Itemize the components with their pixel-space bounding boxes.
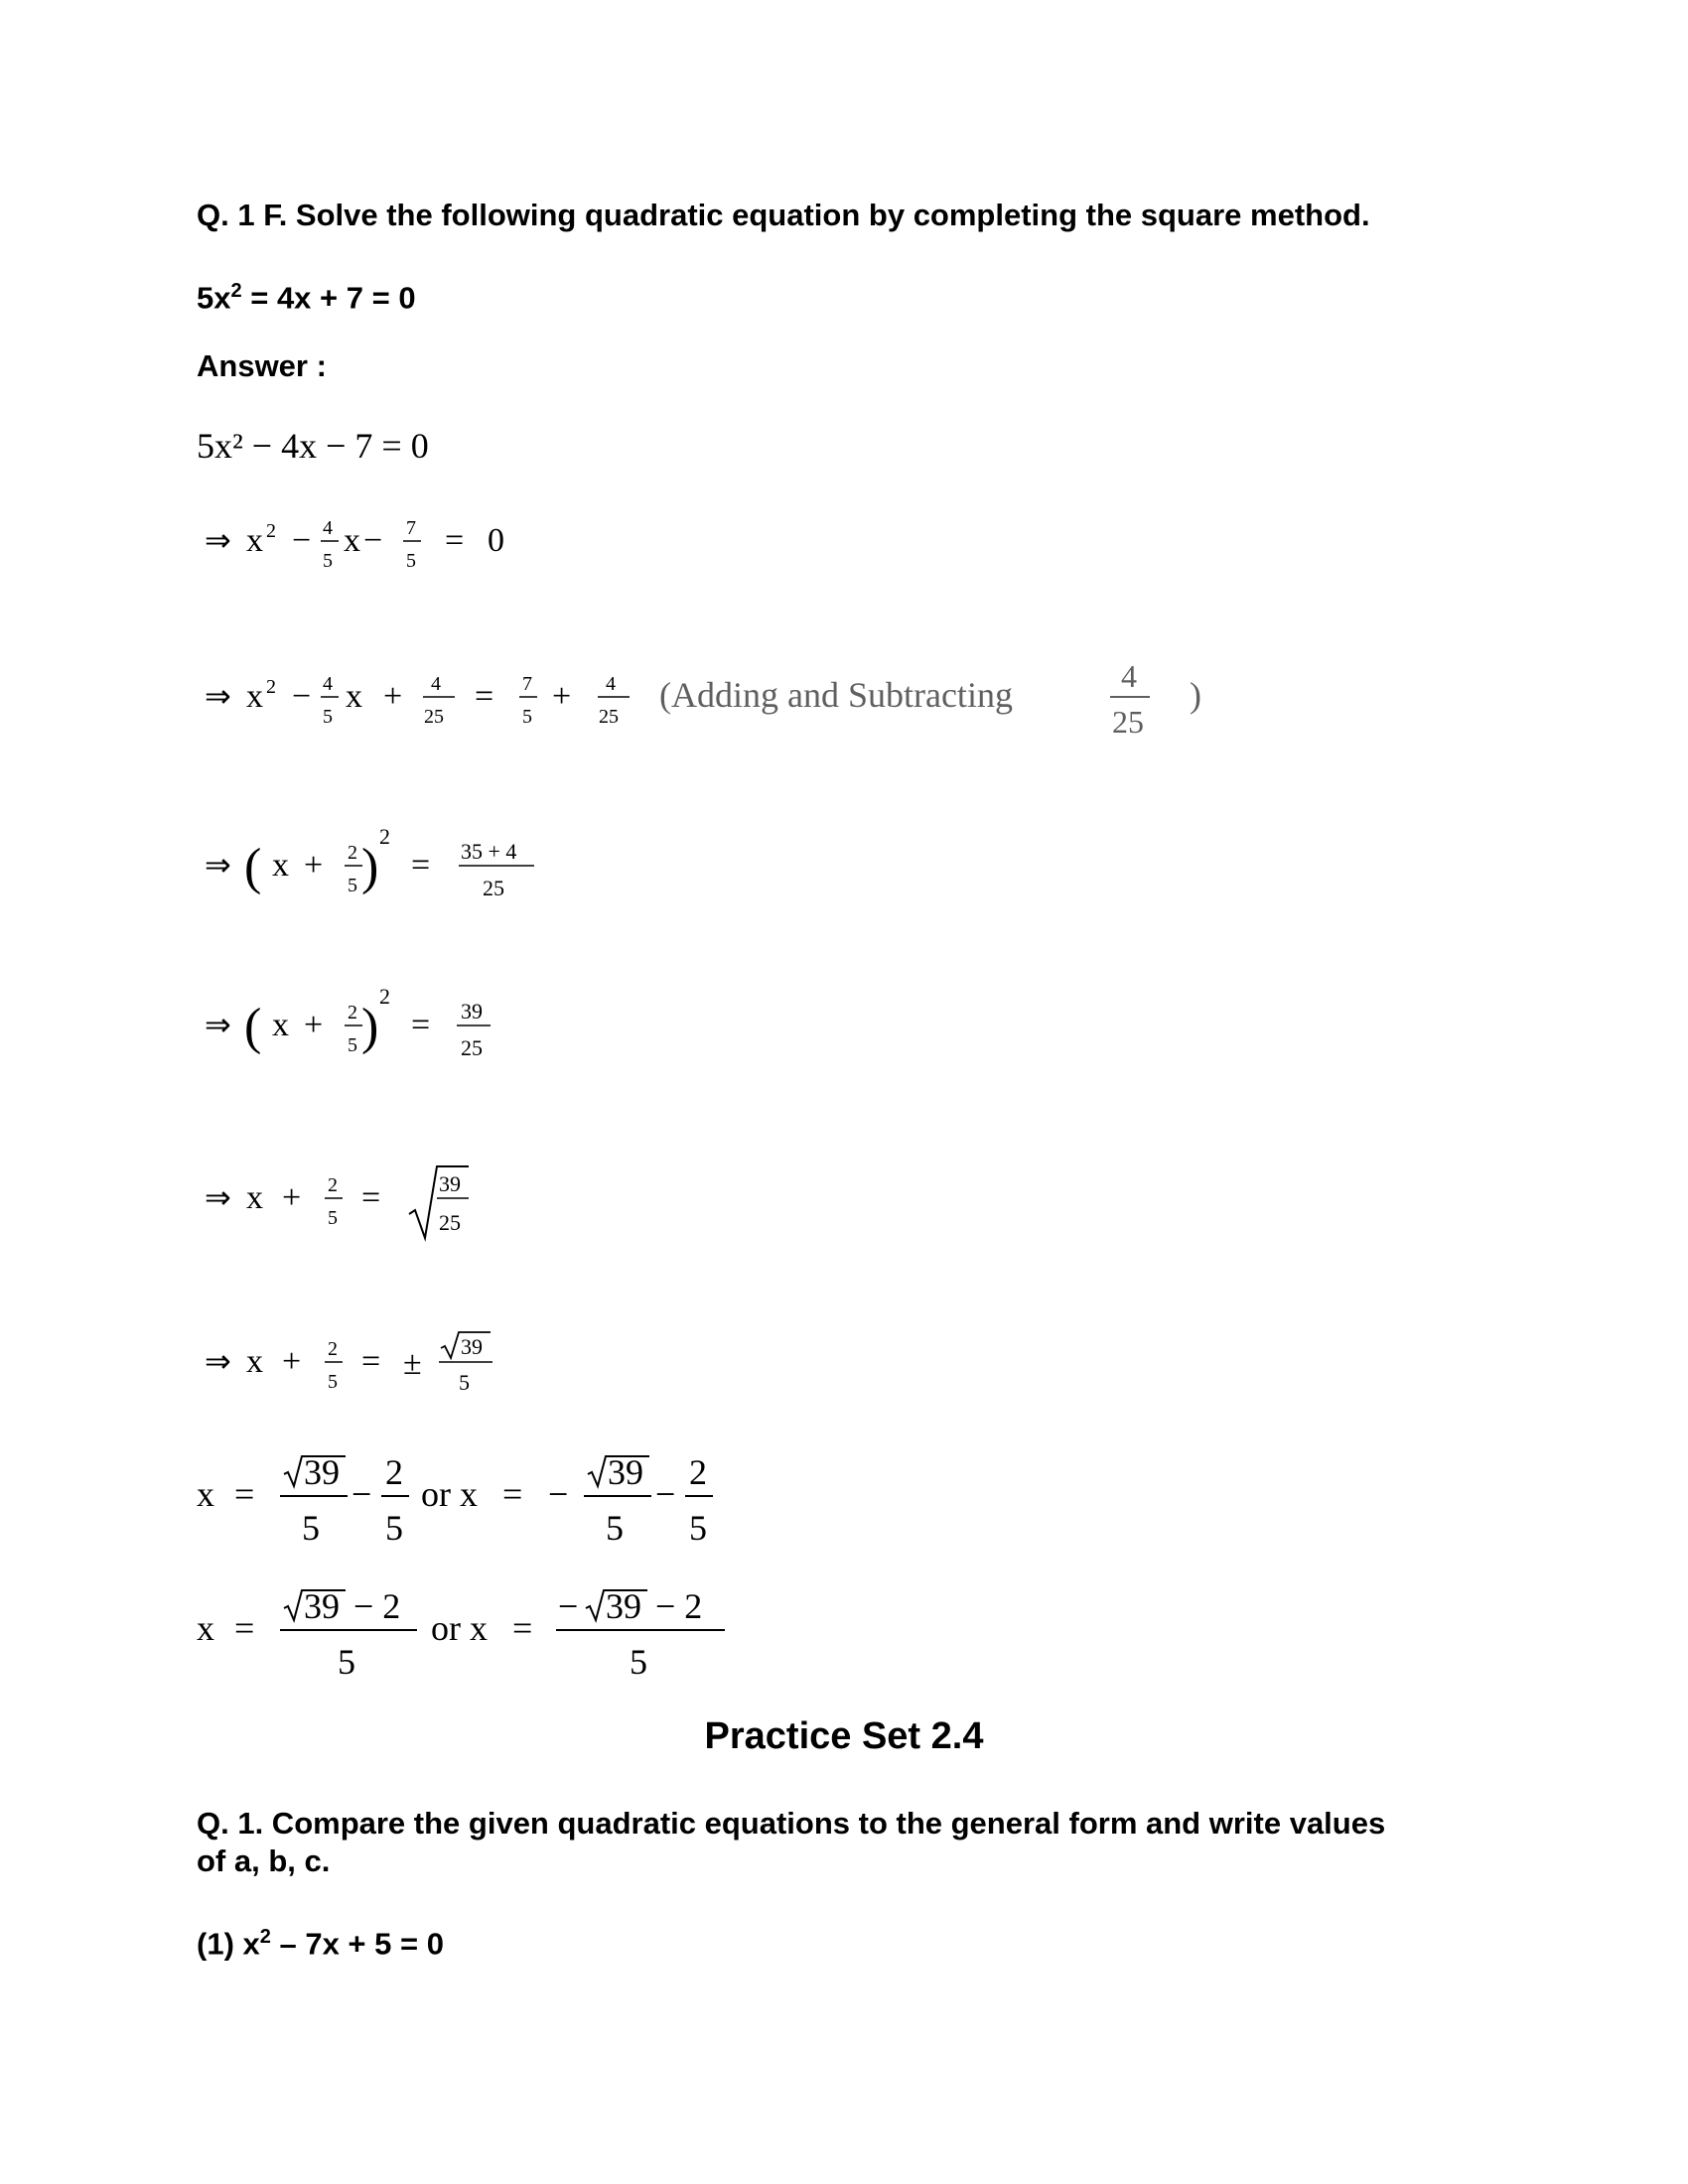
svg-text:=: = [411, 847, 431, 884]
svg-text:x: x [197, 1608, 214, 1648]
question-1-line-2: of a, b, c. [197, 1843, 331, 1878]
svg-text:−: − [363, 522, 383, 559]
step-5 [197, 978, 594, 1087]
note-numerator: 4 [1121, 658, 1137, 694]
svg-text:(: ( [244, 999, 262, 1055]
svg-text:−: − [655, 1474, 676, 1514]
step-7 [197, 1320, 594, 1420]
svg-text:2: 2 [385, 1452, 403, 1492]
svg-text:=: = [512, 1608, 533, 1648]
svg-text:⇒: ⇒ [205, 847, 231, 883]
svg-text:5: 5 [323, 706, 333, 728]
svg-text:25: 25 [439, 1210, 461, 1235]
svg-text:− 2: − 2 [655, 1586, 703, 1626]
svg-text:x: x [197, 1474, 214, 1514]
svg-text:−: − [292, 522, 312, 559]
question-1-line-1: Q. 1. Compare the given quadratic equations to the general form and write values [197, 1806, 1386, 1841]
svg-text:5: 5 [406, 550, 416, 572]
svg-text:35 + 4: 35 + 4 [461, 839, 517, 864]
part-1-prefix: (1) x [197, 1926, 260, 1962]
step-6 [197, 1147, 594, 1266]
svg-text:5: 5 [606, 1508, 624, 1548]
answer-label: Answer : [197, 348, 327, 383]
svg-text:⇒: ⇒ [205, 678, 231, 714]
question-1-title [197, 1805, 1547, 1880]
svg-text:4: 4 [431, 673, 441, 695]
svg-text:2: 2 [266, 520, 276, 542]
svg-text:+: + [282, 1179, 302, 1216]
svg-text:): ) [361, 839, 379, 895]
svg-text:x: x [272, 847, 289, 884]
svg-text:−: − [548, 1474, 569, 1514]
svg-text:x: x [346, 678, 362, 715]
svg-text:2: 2 [379, 824, 390, 849]
svg-text:5: 5 [689, 1508, 707, 1548]
svg-text:=: = [361, 1343, 381, 1380]
svg-text:=: = [475, 678, 494, 715]
svg-text:39: 39 [606, 1586, 641, 1626]
svg-text:−: − [352, 1474, 372, 1514]
svg-text:39: 39 [304, 1452, 340, 1492]
svg-text:0: 0 [488, 522, 504, 559]
svg-text:+: + [304, 847, 324, 884]
svg-text:39: 39 [439, 1171, 461, 1196]
svg-text:⇒: ⇒ [205, 522, 231, 558]
svg-text:39: 39 [461, 999, 483, 1024]
note-text: (Adding and Subtracting [659, 675, 1013, 715]
svg-text:5: 5 [348, 875, 357, 896]
svg-text:=: = [234, 1474, 255, 1514]
svg-text:+: + [383, 678, 403, 715]
svg-text:2: 2 [379, 984, 390, 1009]
equation-lhs: 5x [197, 280, 231, 316]
svg-text:5: 5 [348, 1034, 357, 1056]
svg-text:5: 5 [338, 1642, 355, 1682]
svg-text:or x: or x [431, 1608, 488, 1648]
svg-text:5: 5 [302, 1508, 320, 1548]
step-1: 5x² − 4x − 7 = 0 [197, 426, 429, 466]
svg-text:⇒: ⇒ [205, 1179, 231, 1215]
note-denominator: 25 [1112, 704, 1144, 740]
equation-rhs: = 4x + 7 = 0 [241, 280, 416, 316]
svg-text:⇒: ⇒ [205, 1343, 231, 1379]
step-9 [197, 1578, 753, 1693]
svg-text:4: 4 [606, 673, 616, 695]
svg-text:x: x [272, 1007, 289, 1043]
question-1-part-1 [197, 1918, 444, 1963]
svg-text:=: = [411, 1007, 431, 1043]
section-heading: Practice Set 2.4 [704, 1715, 984, 1757]
svg-text:5: 5 [328, 1207, 338, 1229]
svg-text:(: ( [244, 839, 262, 895]
note-close: ) [1190, 675, 1201, 715]
svg-text:7: 7 [522, 673, 532, 695]
svg-text:=: = [361, 1179, 381, 1216]
step-3 [197, 655, 1239, 754]
svg-text:+: + [304, 1007, 324, 1043]
svg-text:=: = [234, 1608, 255, 1648]
svg-text:25: 25 [461, 1035, 483, 1060]
svg-text:2: 2 [328, 1338, 338, 1360]
svg-text:=: = [502, 1474, 523, 1514]
step-8 [197, 1444, 753, 1559]
svg-text:39: 39 [304, 1586, 340, 1626]
svg-text:5: 5 [459, 1370, 470, 1395]
equation-exponent: 2 [230, 280, 242, 302]
svg-text:x: x [246, 1343, 263, 1380]
part-1-rest: – 7x + 5 = 0 [270, 1926, 444, 1962]
svg-text:+: + [552, 678, 572, 715]
svg-text:5: 5 [522, 706, 532, 728]
svg-text:5: 5 [328, 1371, 338, 1393]
svg-text:): ) [361, 999, 379, 1055]
svg-text:=: = [445, 522, 465, 559]
svg-text:4: 4 [323, 673, 333, 695]
svg-text:39: 39 [461, 1334, 483, 1359]
svg-text:− 2: − 2 [353, 1586, 401, 1626]
svg-text:5: 5 [323, 550, 333, 572]
svg-text:2: 2 [328, 1174, 338, 1196]
question-title: Q. 1 F. Solve the following quadratic equation by completing the square method. [197, 198, 1370, 232]
svg-text:x: x [246, 1179, 263, 1216]
svg-text:⇒: ⇒ [205, 1007, 231, 1042]
svg-text:25: 25 [599, 706, 619, 728]
svg-text:7: 7 [406, 517, 416, 539]
part-1-exponent: 2 [259, 1926, 271, 1948]
svg-text:39: 39 [608, 1452, 643, 1492]
svg-text:or x: or x [421, 1474, 478, 1514]
svg-text:5: 5 [630, 1642, 647, 1682]
step-2 [197, 501, 554, 581]
svg-text:2: 2 [348, 842, 357, 864]
svg-text:2: 2 [266, 676, 276, 698]
svg-text:−: − [558, 1586, 579, 1626]
svg-text:4: 4 [323, 517, 333, 539]
step-4 [197, 814, 594, 923]
svg-text:5: 5 [385, 1508, 403, 1548]
svg-text:25: 25 [483, 876, 504, 900]
svg-text:+: + [282, 1343, 302, 1380]
svg-text:25: 25 [424, 706, 444, 728]
svg-text:2: 2 [689, 1452, 707, 1492]
question-equation [197, 272, 416, 317]
svg-text:x: x [344, 522, 360, 559]
svg-text:±: ± [403, 1345, 422, 1382]
svg-text:x: x [246, 522, 263, 559]
svg-text:x: x [246, 678, 263, 715]
svg-text:2: 2 [348, 1002, 357, 1024]
svg-text:−: − [292, 678, 312, 715]
